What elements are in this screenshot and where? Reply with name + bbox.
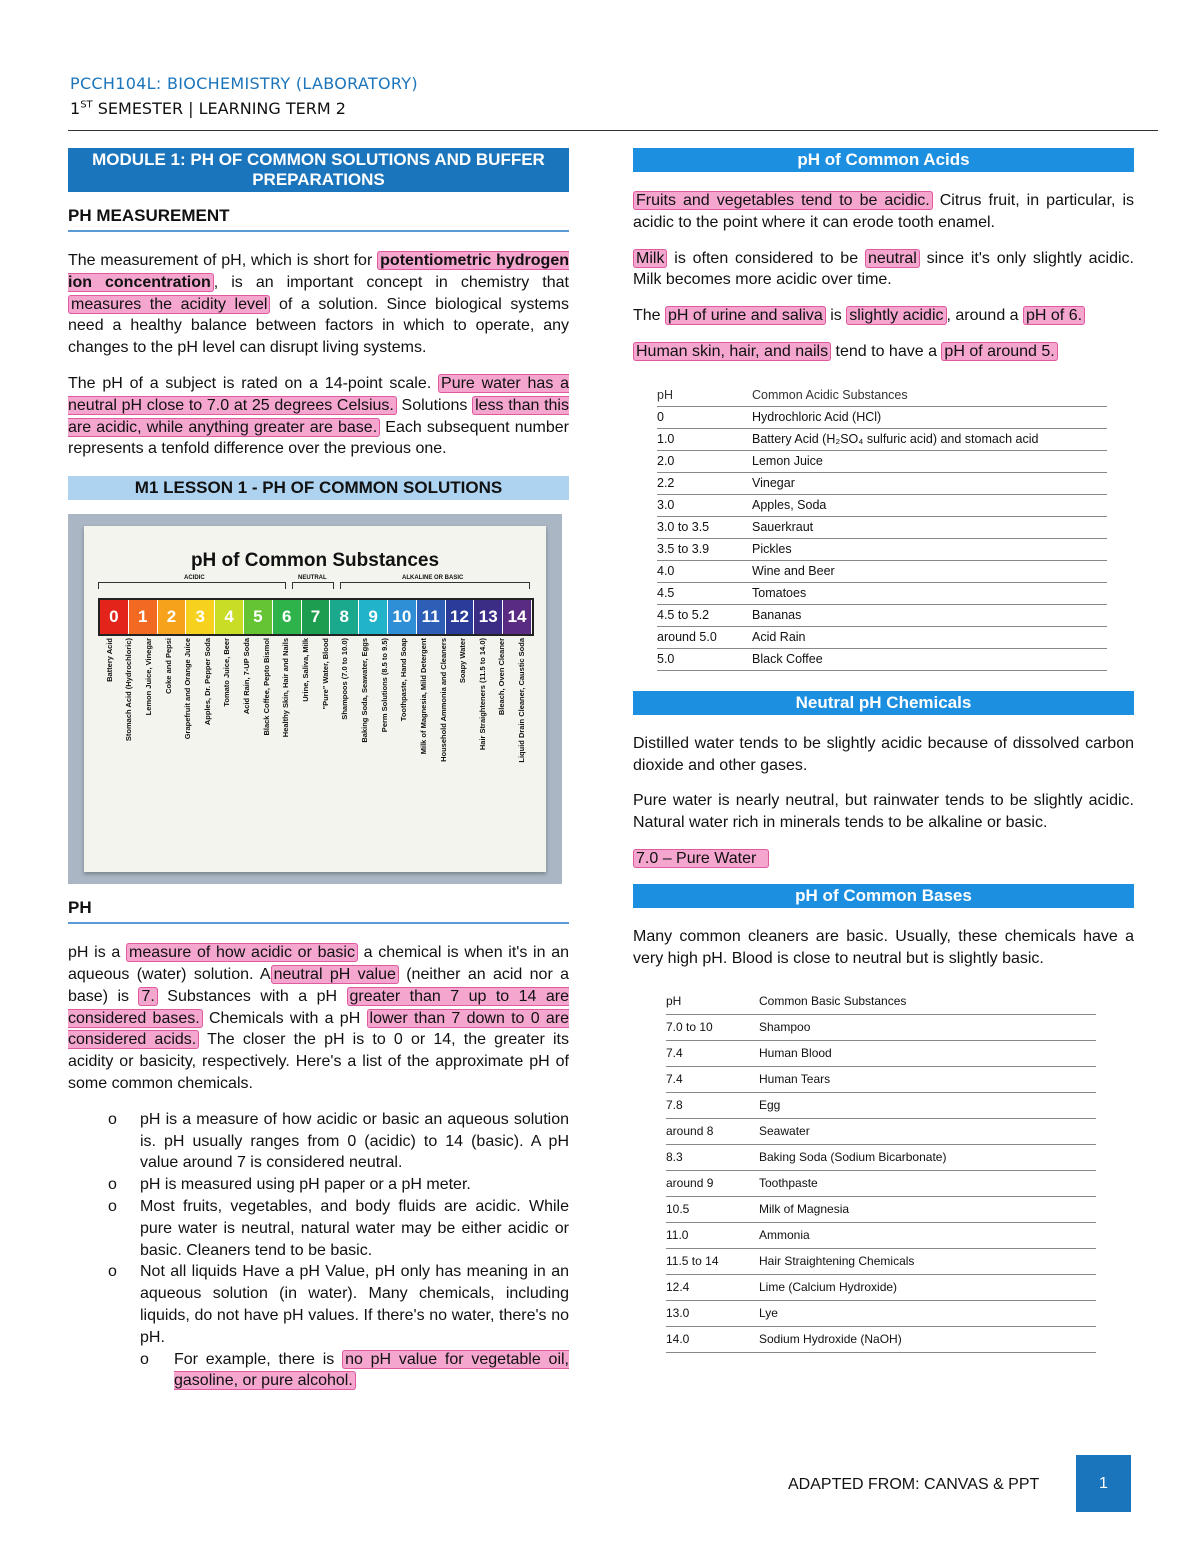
page-number: 1 <box>1076 1455 1131 1512</box>
ph-chart-card <box>84 526 546 872</box>
module-title: MODULE 1: PH OF COMMON SOLUTIONS AND BUFFER PREPARATIONS <box>68 148 569 192</box>
substance-cell: Egg <box>759 1093 1096 1119</box>
text: , around a <box>946 307 1023 325</box>
ph-value-cell: 10.5 <box>666 1197 759 1223</box>
ph-scale-cells <box>98 598 534 636</box>
neutral-paragraph-2: Pure water is nearly neutral, but rainwater tends to be slightly acidic. Natural water rich in minerals tends to be alkaline or basic. <box>633 792 1134 832</box>
acid-table <box>657 385 1107 671</box>
table-header-cell: pH <box>666 989 759 1015</box>
sub-list-item <box>140 1349 569 1393</box>
text: pH is a <box>68 944 127 962</box>
ph-substance-label: Black Coffee, Pepto Bismol <box>261 638 271 736</box>
highlight: pH of around 5. <box>941 342 1057 361</box>
ph-label-slot <box>98 638 118 868</box>
highlight: slightly acidic <box>846 306 946 325</box>
substance-cell: Pickles <box>752 538 1107 560</box>
ph-label-slot <box>412 638 432 868</box>
ph-label-slot <box>196 638 216 868</box>
ph-cell: 0 <box>100 600 129 634</box>
ph-label-slot <box>275 638 295 868</box>
bases-title: pH of Common Bases <box>633 884 1134 908</box>
ph-substance-label: Perm Solutions (8.5 to 9.5) <box>379 638 389 733</box>
table-row <box>657 494 1107 516</box>
table-row <box>657 450 1107 472</box>
highlight: 7.0 – Pure Water <box>633 849 769 868</box>
ph-substance-label: Hair Straighteners (11.5 to 14.0) <box>477 638 487 751</box>
ph-value-cell: 4.0 <box>657 560 752 582</box>
sub-list <box>140 1349 569 1393</box>
substance-cell: Tomatoes <box>752 582 1107 604</box>
ph-label-slot <box>216 638 236 868</box>
ph-value-cell: 4.5 to 5.2 <box>657 604 752 626</box>
ph-value-cell: 2.0 <box>657 450 752 472</box>
ph-cell: 8 <box>330 600 359 634</box>
header-divider <box>68 130 1158 131</box>
text: The closer the pH is to 0 or 14, the greater its acidity or basicity, respectively. Here's a list of the approximate pH of some common chemicals. <box>68 1031 570 1092</box>
table-row <box>666 1145 1096 1171</box>
text: , is an important concept in chemistry that <box>213 273 569 291</box>
ph-substance-label: Lemon Juice, Vinegar <box>143 638 153 716</box>
ph-substance-label: Coke and Pepsi <box>163 638 173 695</box>
ph-value-cell: 4.5 <box>657 582 752 604</box>
text: Substances with a pH <box>157 987 347 1005</box>
bracket-alkaline <box>340 582 530 589</box>
table-row <box>666 1301 1096 1327</box>
ph-value-cell: around 8 <box>666 1119 759 1145</box>
lesson-title: M1 LESSON 1 - PH OF COMMON SOLUTIONS <box>68 476 569 500</box>
substance-cell: Apples, Soda <box>752 494 1107 516</box>
ph-value-cell: 5.0 <box>657 648 752 670</box>
ph-value-cell: 0 <box>657 406 752 428</box>
course-title: PCCH104L: BIOCHEMISTRY (LABORATORY) <box>70 74 418 93</box>
text: Citrus fruit, in particular, is acidic to the point where it can erode tooth enamel. <box>633 192 1135 231</box>
footer-source: ADAPTED FROM: CANVAS & PPT <box>788 1476 1040 1493</box>
table-row <box>657 560 1107 582</box>
ph-label-slot <box>353 638 373 868</box>
text: is often considered to be <box>667 249 865 267</box>
table-header-cell: pH <box>657 385 752 407</box>
ph-substance-label: Grapefruit and Orange Juice <box>183 638 193 740</box>
highlight: Pure water has a neutral pH close to 7.0 at 25 degrees Celsius. <box>68 374 570 414</box>
table-row <box>666 1093 1096 1119</box>
highlight: pH of urine and saliva <box>665 306 826 325</box>
highlight: neutral pH value <box>271 965 399 984</box>
ph-cell: 11 <box>417 600 446 634</box>
list-item: o pH is a measure of how acidic or basic an aqueous solution is. pH usually ranges from 0 (acidic) to 14 (basic). A pH value around 7 is considered neutral. <box>68 1109 569 1174</box>
neutral-paragraph-1: Distilled water tends to be slightly acidic because of dissolved carbon dioxide and other gases. <box>633 734 1134 774</box>
ph-cell: 13 <box>474 600 503 634</box>
ph-value-cell: 3.0 to 3.5 <box>657 516 752 538</box>
table-row <box>666 1249 1096 1275</box>
table-row <box>657 604 1107 626</box>
ph-cell: 3 <box>186 600 215 634</box>
table-row <box>666 1327 1096 1353</box>
ph-measurement-paragraph <box>68 250 569 359</box>
right-column <box>633 148 1134 1353</box>
acids-paragraph-4 <box>633 341 1134 363</box>
table-row <box>666 1197 1096 1223</box>
substance-cell: Milk of Magnesia <box>759 1197 1096 1223</box>
ph-value-cell: 13.0 <box>666 1301 759 1327</box>
table-row <box>666 1223 1096 1249</box>
ph-label-slot <box>177 638 197 868</box>
substance-cell: Hydrochloric Acid (HCl) <box>752 406 1107 428</box>
substance-cell: Seawater <box>759 1119 1096 1145</box>
ph-cell: 4 <box>215 600 244 634</box>
ph-label-slot <box>157 638 177 868</box>
table-row <box>657 516 1107 538</box>
text: The pH of a subject is rated on a 14-point scale. <box>68 374 439 392</box>
substance-cell: Battery Acid (H₂SO₄ sulfuric acid) and stomach acid <box>752 428 1107 450</box>
table-row <box>657 626 1107 648</box>
table-row <box>666 1015 1096 1041</box>
table-row <box>666 1275 1096 1301</box>
ph-scale-labels <box>98 638 530 868</box>
substance-cell: Lime (Calcium Hydroxide) <box>759 1275 1096 1301</box>
ph-label-slot <box>393 638 413 868</box>
table-header-row <box>657 385 1107 407</box>
ph-substance-label: Household Ammonia and Cleaners <box>438 638 448 763</box>
highlight: neutral <box>865 249 920 268</box>
ph-value-cell: 12.4 <box>666 1275 759 1301</box>
table-row <box>657 472 1107 494</box>
ph-substance-label: Healthy Skin, Hair and Nails <box>281 638 291 738</box>
acids-paragraph-2 <box>633 248 1134 292</box>
base-table <box>666 989 1096 1353</box>
table-header-row <box>666 989 1096 1015</box>
text: since it's only slightly acidic. Milk becomes more acidic over time. <box>633 249 1134 289</box>
semester-number: 1 <box>70 99 81 118</box>
highlight: lower than 7 down to 0 are considered acids. <box>68 1009 570 1049</box>
text: The measurement of pH, which is short for <box>68 252 378 269</box>
ph-label-slot <box>491 638 511 868</box>
ph-substance-label: Baking Soda, Seawater, Eggs <box>359 638 369 743</box>
ph-value-cell: 3.5 to 3.9 <box>657 538 752 560</box>
substance-cell: Toothpaste <box>759 1171 1096 1197</box>
bracket-acidic <box>98 582 286 589</box>
ph-label-slot <box>118 638 138 868</box>
ph-label-slot <box>137 638 157 868</box>
ph-cell: 9 <box>359 600 388 634</box>
text: a chemical is when it's in an aqueous (water) solution. A <box>68 944 569 983</box>
highlight: Fruits and vegetables tend to be acidic. <box>633 191 933 210</box>
ph-label-slot <box>255 638 275 868</box>
highlight: measures the acidity level <box>68 295 270 314</box>
substance-cell: Ammonia <box>759 1223 1096 1249</box>
table-row <box>657 538 1107 560</box>
list-item: o pH is measured using pH paper or a pH meter. <box>68 1174 569 1196</box>
substance-cell: Human Blood <box>759 1041 1096 1067</box>
substance-cell: Sodium Hydroxide (NaOH) <box>759 1327 1096 1353</box>
table-header-cell: Common Acidic Substances <box>752 385 1107 407</box>
group-alkaline: ALKALINE OR BASIC <box>402 575 464 582</box>
substance-cell: Sauerkraut <box>752 516 1107 538</box>
substance-cell: Acid Rain <box>752 626 1107 648</box>
semester-text: SEMESTER | LEARNING TERM 2 <box>92 99 346 118</box>
ph-label-slot <box>235 638 255 868</box>
text: For example, there is <box>174 1350 343 1368</box>
ph-cell: 14 <box>503 600 532 634</box>
list-item: o Most fruits, vegetables, and body fluids are acidic. While pure water is neutral, natural water may be either acidic or basic. Cleaners tend to be basic. <box>68 1196 569 1261</box>
list-item-text: Not all liquids Have a pH Value, pH only has meaning in an aqueous solution (in water). Many chemicals, including liquids, do not have pH values. If there's no water, there's no pH. <box>140 1263 569 1346</box>
ph-chart-image <box>68 514 562 884</box>
ph-value-cell: 7.0 to 10 <box>666 1015 759 1041</box>
ph-substance-label: Soapy Water <box>458 638 468 684</box>
ph-cell: 7 <box>302 600 331 634</box>
ph-label-slot <box>294 638 314 868</box>
substance-cell: Lemon Juice <box>752 450 1107 472</box>
acids-paragraph-3 <box>633 305 1134 327</box>
ph-definition-paragraph <box>68 942 569 1095</box>
ph-value-cell: 1.0 <box>657 428 752 450</box>
substance-cell: Human Tears <box>759 1067 1096 1093</box>
ph-cell: 5 <box>244 600 273 634</box>
substance-cell: Shampoo <box>759 1015 1096 1041</box>
ph-cell: 10 <box>388 600 417 634</box>
ph-substance-label: Toothpaste, Hand Soap <box>399 638 409 722</box>
highlight: Human skin, hair, and nails <box>633 342 831 361</box>
acids-title: pH of Common Acids <box>633 148 1134 172</box>
list-item <box>68 1261 569 1392</box>
ph-substance-label: Stomach Acid (Hydrochloric) <box>124 638 134 742</box>
group-neutral: NEUTRAL <box>298 575 327 582</box>
ph-substance-label: Liquid Drain Cleaner, Caustic Soda <box>517 638 527 763</box>
semester-suffix: ST <box>80 99 93 111</box>
ph-value-cell: 11.5 to 14 <box>666 1249 759 1275</box>
substance-cell: Baking Soda (Sodium Bicarbonate) <box>759 1145 1096 1171</box>
left-column <box>68 148 569 1392</box>
highlight: pH of 6. <box>1023 306 1085 325</box>
ph-label-slot <box>334 638 354 868</box>
highlight: no pH value for vegetable oil, gasoline, or pure alcohol. <box>174 1350 569 1390</box>
semester-line <box>70 99 418 118</box>
text: is <box>825 307 847 325</box>
ph-value-cell: around 9 <box>666 1171 759 1197</box>
text: (neither an acid nor a base) is <box>68 965 570 1005</box>
neutral-title: Neutral pH Chemicals <box>633 691 1134 715</box>
substance-cell: Wine and Beer <box>752 560 1107 582</box>
table-row <box>666 1119 1096 1145</box>
substance-cell: Hair Straightening Chemicals <box>759 1249 1096 1275</box>
substance-cell: Lye <box>759 1301 1096 1327</box>
ph-substance-label: Tomato Juice, Beer <box>222 638 232 707</box>
ph-substance-label: Apples, Dr. Pepper Soda <box>202 638 212 726</box>
page-header <box>70 74 418 118</box>
ph-label-slot <box>471 638 491 868</box>
ph-heading: PH <box>68 898 569 924</box>
ph-value-cell: 7.4 <box>666 1067 759 1093</box>
text: Each subsequent number represents a tenfold difference over the previous one. <box>68 418 569 458</box>
text: Chemicals with a pH <box>202 1009 367 1027</box>
group-acidic: ACIDIC <box>184 575 205 582</box>
ph-value-cell: 2.2 <box>657 472 752 494</box>
ph-value-cell: 7.8 <box>666 1093 759 1119</box>
table-row <box>657 428 1107 450</box>
ph-substance-label: "Pure" Water, Blood <box>320 638 330 710</box>
ph-label-slot <box>432 638 452 868</box>
ph-label-slot <box>452 638 472 868</box>
pure-water-line <box>633 848 1134 870</box>
acids-paragraph-1 <box>633 190 1134 234</box>
bases-paragraph: Many common cleaners are basic. Usually, these chemicals have a very high pH. Blood is close to neutral but is slightly basic. <box>633 927 1134 967</box>
ph-chart-title: pH of Common Substances <box>190 550 440 572</box>
substance-cell: Vinegar <box>752 472 1107 494</box>
ph-label-slot <box>373 638 393 868</box>
table-row <box>666 1041 1096 1067</box>
table-row <box>666 1171 1096 1197</box>
ph-value-cell: 14.0 <box>666 1327 759 1353</box>
ph-cell: 6 <box>273 600 302 634</box>
substance-cell: Bananas <box>752 604 1107 626</box>
ph-value-cell: 8.3 <box>666 1145 759 1171</box>
ph-cell: 2 <box>158 600 187 634</box>
highlight: measure of how acidic or basic <box>126 943 358 962</box>
ph-label-slot <box>314 638 334 868</box>
table-header-cell: Common Basic Substances <box>759 989 1096 1015</box>
ph-substance-label: Shampoos (7.0 to 10.0) <box>340 638 350 720</box>
ph-value-cell: 3.0 <box>657 494 752 516</box>
ph-substance-label: Acid Rain, 7-UP Soda <box>242 638 252 715</box>
highlight: greater than 7 up to 14 are considered bases. <box>68 987 570 1027</box>
highlight: less than this are acidic, while anything greater are base. <box>68 396 569 436</box>
ph-value-cell: around 5.0 <box>657 626 752 648</box>
table-row <box>657 582 1107 604</box>
ph-label-slot <box>510 638 530 868</box>
bracket-neutral <box>292 582 334 589</box>
ph-facts-list <box>68 1109 569 1392</box>
table-row <box>657 406 1107 428</box>
text: The <box>633 307 666 325</box>
highlight: 7. <box>138 987 157 1006</box>
ph-value-cell: 7.4 <box>666 1041 759 1067</box>
text: of a solution. Since biological systems need a healthy balance between factors in which to operate, any changes to the pH level can disrupt living systems. <box>68 295 569 357</box>
table-row <box>657 648 1107 670</box>
text: Solutions <box>396 396 473 414</box>
ph-scale-paragraph <box>68 373 569 460</box>
ph-cell: 1 <box>129 600 158 634</box>
highlight: potentiometric hydrogen ion concentration <box>68 252 569 291</box>
text: tend to have a <box>831 342 942 360</box>
ph-substance-label: Urine, Saliva, Milk <box>301 638 311 702</box>
ph-substance-label: Bleach, Oven Cleaner <box>497 638 507 716</box>
ph-measurement-heading: PH MEASUREMENT <box>68 206 569 232</box>
ph-substance-label: Milk of Magnesia, Mild Detergent <box>418 638 428 755</box>
substance-cell: Black Coffee <box>752 648 1107 670</box>
ph-value-cell: 11.0 <box>666 1223 759 1249</box>
ph-cell: 12 <box>446 600 475 634</box>
highlight: Milk <box>633 249 667 268</box>
ph-substance-label: Battery Acid <box>104 638 114 683</box>
table-row <box>666 1067 1096 1093</box>
